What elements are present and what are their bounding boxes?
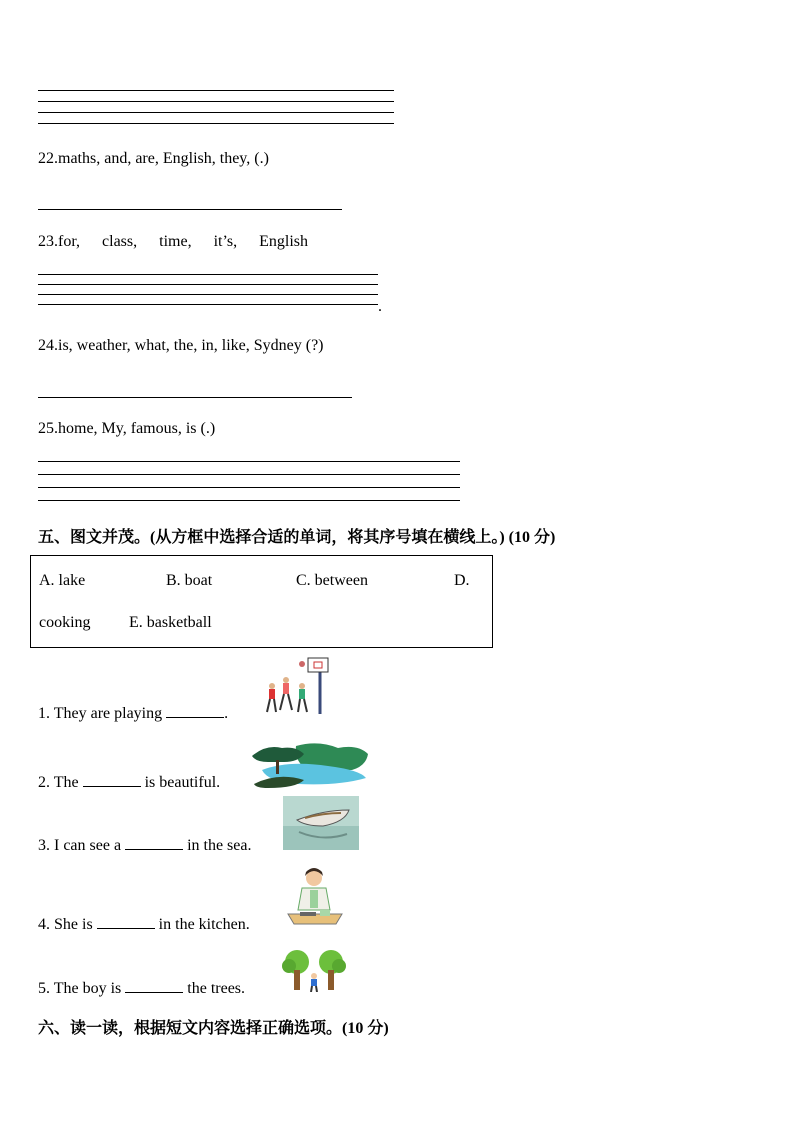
word: English — [259, 233, 309, 250]
option-d-letter: D. — [454, 572, 470, 589]
option-c: C. between — [296, 572, 368, 589]
section-5-title: 五、图文并茂。(从方框中选择合适的单词，将其序号填在横线上。) (10 分) — [38, 529, 556, 546]
word: class, — [102, 233, 138, 250]
section-6-title: 六、读一读，根据短文内容选择正确选项。(10 分) — [38, 1020, 389, 1037]
item-text: in the sea. — [183, 837, 252, 854]
picture-item-1 — [38, 703, 228, 723]
lake-landscape-icon — [248, 740, 370, 788]
word: time, — [159, 233, 192, 250]
fill-blank[interactable] — [83, 772, 141, 787]
option-e: E. basketball — [129, 614, 212, 631]
answer-line — [38, 284, 378, 285]
item-text: the trees. — [183, 980, 246, 997]
item-text: . — [224, 705, 229, 722]
question-24: 24.is, weather, what, the, in, like, Sydney (?) — [38, 337, 324, 354]
picture-item-3 — [38, 835, 251, 855]
answer-line — [38, 274, 378, 275]
question-25: 25.home, My, famous, is (.) — [38, 420, 216, 437]
boat-icon — [283, 796, 359, 850]
picture-item-4 — [38, 914, 250, 934]
question-23-number: 23. — [38, 233, 58, 250]
answer-line-24[interactable] — [38, 397, 352, 398]
item-text: 3. I can see a — [38, 837, 126, 854]
fill-blank[interactable] — [97, 914, 155, 929]
answer-line — [38, 90, 394, 91]
answer-line — [38, 294, 378, 295]
fill-blank[interactable] — [125, 835, 183, 850]
option-b: B. boat — [166, 572, 213, 589]
question-22: 22.maths, and, are, English, they, (.) — [38, 150, 269, 167]
item-text: is beautiful. — [140, 774, 221, 791]
answer-line — [38, 461, 460, 462]
answer-line — [38, 112, 394, 113]
word: it’s, — [213, 233, 238, 250]
answer-line — [38, 474, 460, 475]
answer-line-22[interactable] — [38, 209, 342, 210]
option-a: A. lake — [39, 572, 86, 589]
item-text: 4. She is — [38, 916, 97, 933]
fill-blank[interactable] — [166, 703, 224, 718]
question-23 — [38, 233, 308, 251]
basketball-players-icon — [262, 656, 332, 718]
answer-line — [38, 487, 460, 488]
word-options-box — [30, 555, 493, 648]
item-text: 1. They are playing — [38, 705, 167, 722]
answer-line — [38, 101, 394, 102]
item-text: 5. The boy is — [38, 980, 126, 997]
answer-line — [38, 123, 394, 124]
answer-line — [38, 500, 460, 501]
boy-between-trees-icon — [281, 948, 347, 992]
picture-item-2 — [38, 772, 220, 792]
word: for, — [58, 233, 81, 250]
picture-item-5 — [38, 978, 245, 998]
fill-blank[interactable] — [125, 978, 183, 993]
answer-line — [38, 304, 378, 305]
woman-cooking-icon — [286, 866, 344, 928]
option-d-word: cooking — [39, 614, 91, 631]
item-text: 2. The — [38, 774, 83, 791]
item-text: in the kitchen. — [154, 916, 250, 933]
question-23-period: . — [378, 298, 382, 315]
